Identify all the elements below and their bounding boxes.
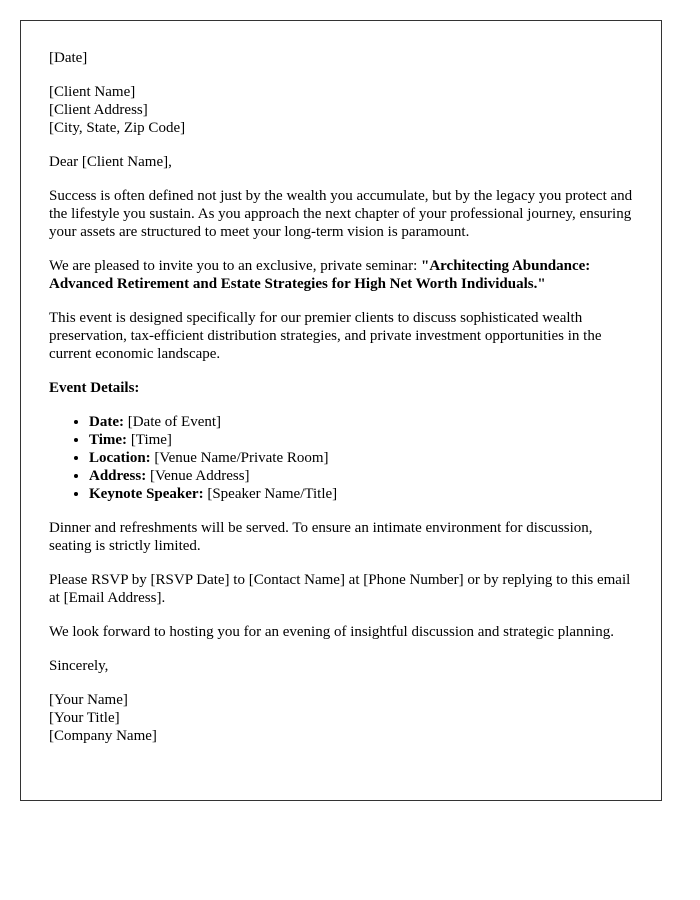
detail-value: [Date of Event] xyxy=(123,414,222,430)
recipient-city: [City, State, Zip Code] xyxy=(49,120,186,136)
closing: Sincerely, xyxy=(49,658,109,674)
letter-date: [Date] xyxy=(49,50,88,66)
detail-label: Keynote Speaker: xyxy=(89,486,204,502)
paragraph-dinner: Dinner and refreshments will be served. To ensure an intimate environment for discussion, seating is strictly limited. xyxy=(49,520,593,554)
signature-name: [Your Name] xyxy=(49,692,128,708)
paragraph-closing-remark: We look forward to hosting you for an evening of insightful discussion and strategic planning. xyxy=(49,624,614,640)
event-detail-item xyxy=(89,467,633,485)
recipient-name: [Client Name] xyxy=(49,84,136,100)
detail-label: Time: xyxy=(89,432,128,448)
signature-title: [Your Title] xyxy=(49,710,120,726)
event-details-heading xyxy=(49,379,633,397)
paragraph-rsvp: Please RSVP by [RSVP Date] to [Contact Name] at [Phone Number] or by replying to this email at [Email Address]. xyxy=(49,572,631,606)
detail-value: [Venue Address] xyxy=(146,468,250,484)
detail-label: Location: xyxy=(89,450,151,466)
signature-block xyxy=(49,691,633,745)
seminar-title: "Architecting Abundance: Advanced Retirement and Estate Strategies for High Net Worth Individuals." xyxy=(49,258,591,292)
recipient-address: [Client Address] xyxy=(49,102,148,118)
signature-company: [Company Name] xyxy=(49,728,157,744)
detail-label: Address: xyxy=(89,468,147,484)
detail-value: [Speaker Name/Title] xyxy=(203,486,338,502)
event-detail-item xyxy=(89,431,633,449)
letter xyxy=(20,20,662,801)
detail-value: [Time] xyxy=(127,432,172,448)
salutation: Dear [Client Name], xyxy=(49,154,172,170)
detail-value: [Venue Name/Private Room] xyxy=(150,450,329,466)
paragraph-description: This event is designed specifically for our premier clients to discuss sophisticated wealth preservation, tax-efficient distribution strategies, and private investment opportunities in the current economic landscape. xyxy=(49,310,602,362)
invitation-text: We are pleased to invite you to an exclusive, private seminar: xyxy=(49,258,421,274)
paragraph-invitation xyxy=(49,257,633,293)
event-details-list xyxy=(49,413,633,503)
recipient-block xyxy=(49,83,633,137)
detail-label: Date: xyxy=(89,414,124,430)
event-detail-item xyxy=(89,413,633,431)
event-detail-item xyxy=(89,449,633,467)
event-detail-item xyxy=(89,485,633,503)
event-details-heading-text: Event Details: xyxy=(49,380,140,396)
paragraph-intro: Success is often defined not just by the wealth you accumulate, but by the legacy you protect and the lifestyle you sustain. As you approach the next chapter of your professional journey, ensuring your assets are structured to meet your long-term vision is paramount. xyxy=(49,188,633,240)
